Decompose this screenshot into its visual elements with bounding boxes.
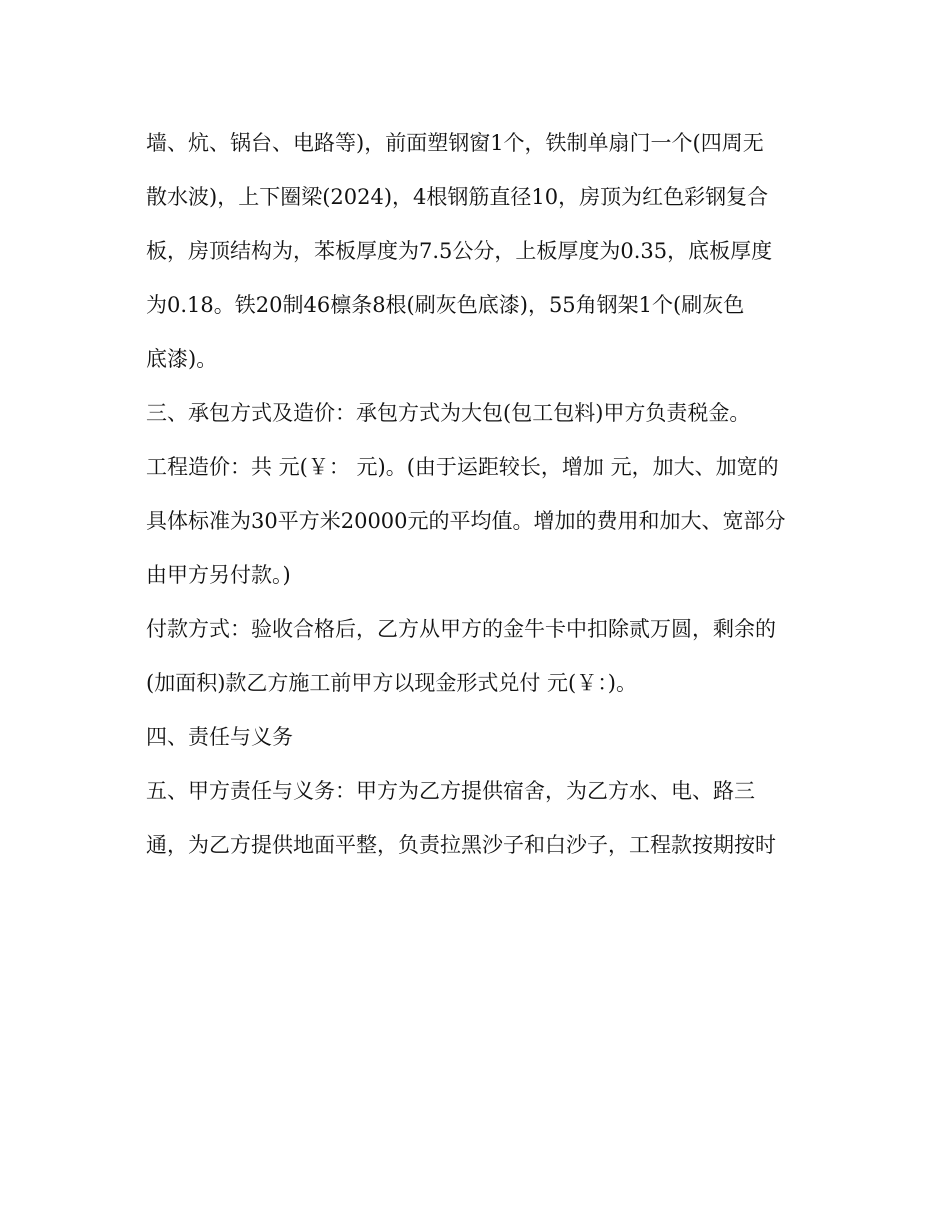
- text-line-2: 散水波)，上下圈梁(2024)，4根钢筋直径10，房顶为红色彩钢复合: [146, 185, 769, 209]
- section-four-heading: 四、责任与义务: [146, 725, 293, 749]
- text-line-4: 为0.18。铁20制46檩条8根(刷灰色底漆)，55角钢架1个(刷灰色: [146, 293, 745, 317]
- section-five-line-1: 五、甲方责任与义务：甲方为乙方提供宿舍，为乙方水、电、路三: [146, 779, 755, 803]
- text-line-1: 墙、炕、锅台、电路等)，前面塑钢窗1个，铁制单扇门一个(四周无: [146, 131, 764, 155]
- project-cost-line-3: 由甲方另付款。): [146, 563, 291, 587]
- payment-method-line-1: 付款方式：验收合格后，乙方从甲方的金牛卡中扣除贰万圆，剩余的: [146, 617, 776, 641]
- section-five-line-2: 通，为乙方提供地面平整，负责拉黑沙子和白沙子，工程款按期按时: [146, 833, 776, 857]
- section-three-heading-line: 三、承包方式及造价：承包方式为大包(包工包料)甲方负责税金。: [146, 401, 751, 425]
- contract-body-text: [146, 120, 816, 876]
- project-cost-line-2: 具体标准为30平方米20000元的平均值。增加的费用和加大、宽部分: [146, 509, 786, 533]
- payment-method-line-2: (加面积)款乙方施工前甲方以现金形式兑付 元(￥：)。: [146, 671, 637, 695]
- text-line-5: 底漆)。: [146, 347, 218, 371]
- project-cost-line-1: 工程造价：共 元(￥： 元)。(由于运距较长，增加 元，加大、加宽的: [146, 455, 779, 479]
- text-line-3: 板，房顶结构为，苯板厚度为7.5公分，上板厚度为0.35，底板厚度: [146, 239, 773, 263]
